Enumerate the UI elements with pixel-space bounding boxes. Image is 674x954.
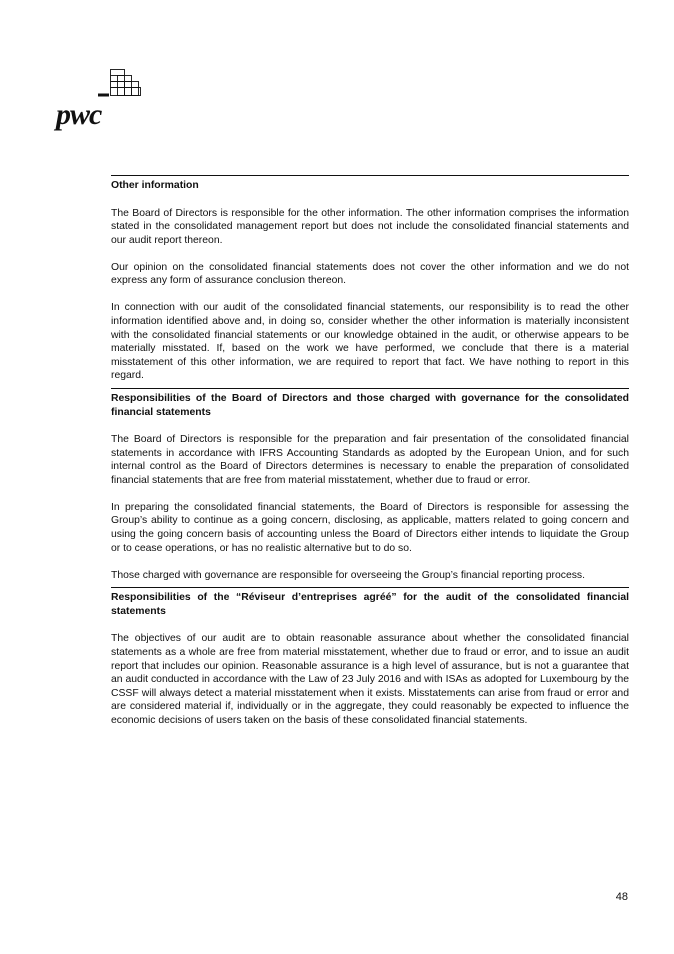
paragraph: The objectives of our audit are to obtain reasonable assurance about whether the consolidated financial statements as a whole are free from material misstatement, whether due to fraud or error, and to issue an audit report that includes our opinion. Reasonable assurance is a high level of assurance, but is not a guarantee that an audit conducted in accordance with the Law of 23 July 2016 and with ISAs as adopted for Luxembourg by the CSSF will always detect a material misstatement when it exists. Misstatements can arise from fraud or error and are considered material if, individually or in the aggregate, they could reasonably be expected to influence the economic decisions of users taken on the basis of these consolidated financial statements.	[111, 633, 629, 726]
section-auditor-responsibilities	[111, 587, 629, 727]
paragraph: In connection with our audit of the consolidated financial statements, our responsibility is to read the other information identified above and, in doing so, consider whether the other information is materially inconsistent with the consolidated financial statements or our knowledge obtained in the audit, or otherwise appears to be materially misstated. If, based on the work we have performed, we conclude that there is a material misstatement of this other information, we are required to report that fact. We have nothing to report in this regard.	[111, 302, 629, 382]
paragraph: Those charged with governance are responsible for overseeing the Group’s financial reporting process.	[111, 569, 586, 581]
report-content	[111, 175, 629, 733]
section-heading: Other information	[111, 180, 199, 191]
pwc-wordmark: pwc	[56, 98, 102, 131]
paragraph: Our opinion on the consolidated financial statements does not cover the other information and we do not express any form of assurance conclusion thereon.	[111, 261, 629, 287]
paragraph: The Board of Directors is responsible for the preparation and fair presentation of the consolidated financial statements in accordance with IFRS Accounting Standards as adopted by the European Union, and for such internal control as the Board of Directors determines is necessary to enable the preparation of consolidated financial statements that are free from material misstatement, whether due to fraud or error.	[111, 434, 629, 486]
paragraph: The Board of Directors is responsible for the other information. The other information comprises the information stated in the consolidated management report but does not include the consolidated financial statements and our audit report thereon.	[111, 207, 629, 246]
section-board-responsibilities	[111, 388, 629, 582]
page-number: 48	[615, 891, 628, 903]
paragraph: In preparing the consolidated financial statements, the Board of Directors is responsible for assessing the Group’s ability to continue as a going concern, disclosing, as applicable, matters related to going concern and using the going concern basis of accounting unless the Board of Directors either intends to liquidate the Group or to cease operations, or has no realistic alternative but to do so.	[111, 501, 629, 554]
section-heading: Responsibilities of the Board of Directors and those charged with governance for the consolidated financial statements	[111, 392, 629, 418]
section-other-information	[111, 175, 629, 383]
section-heading: Responsibilities of the “Réviseur d’entreprises agréé” for the audit of the consolidated financial statements	[111, 592, 629, 617]
